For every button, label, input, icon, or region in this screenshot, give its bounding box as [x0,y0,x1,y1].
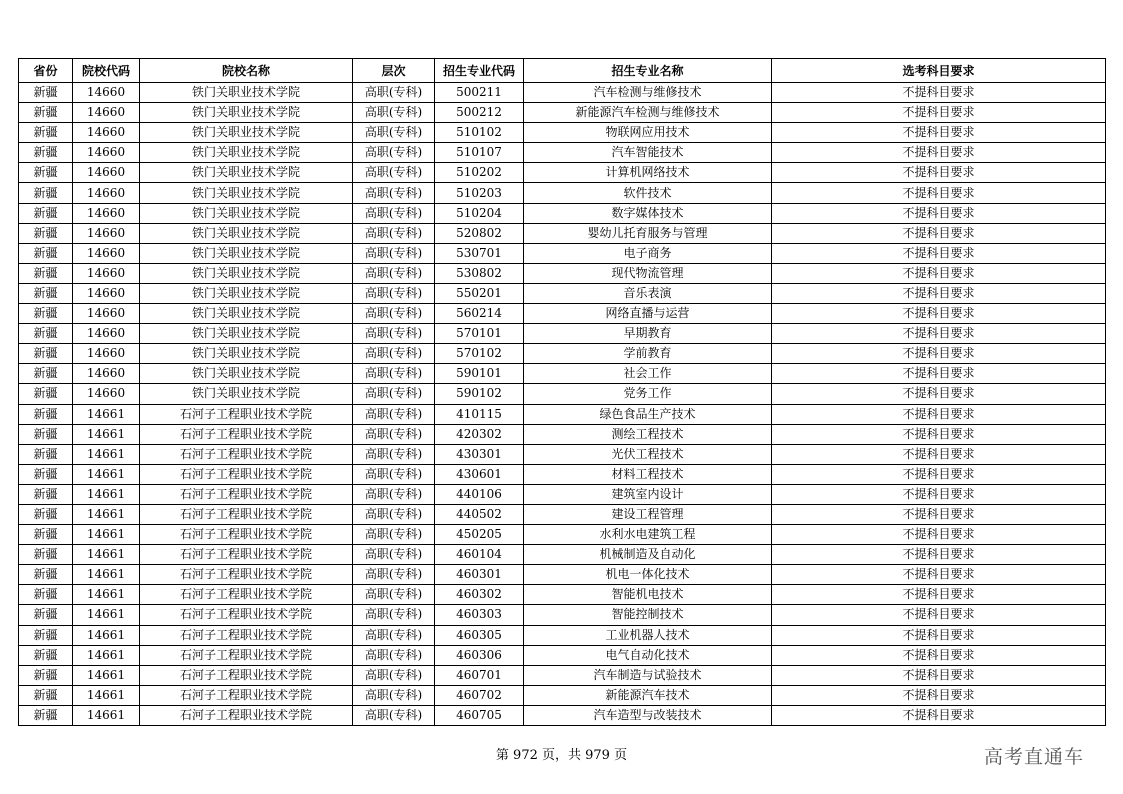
major-code-cell: 450205 [435,525,524,545]
subject-requirement-cell: 不提科目要求 [772,103,1106,123]
major-code-cell: 510202 [435,163,524,183]
table-row [19,565,1106,585]
table-row [19,223,1106,243]
school-name-cell: 铁门关职业技术学院 [140,203,353,223]
watermark-logo: 高考直通车 [984,746,1085,768]
level-cell: 高职(专科) [353,324,435,344]
level-cell: 高职(专科) [353,424,435,444]
province-cell: 新疆 [19,705,73,725]
level-cell: 高职(专科) [353,143,435,163]
school-code-cell: 14661 [73,484,140,504]
subject-requirement-cell: 不提科目要求 [772,263,1106,283]
school-name-cell: 石河子工程职业技术学院 [140,504,353,524]
school-name-cell: 石河子工程职业技术学院 [140,645,353,665]
major-name-cell: 婴幼儿托育服务与管理 [524,223,772,243]
table-header-row [19,59,1106,83]
header-major-name: 招生专业名称 [524,59,772,83]
major-name-cell: 新能源汽车检测与维修技术 [524,103,772,123]
subject-requirement-cell: 不提科目要求 [772,243,1106,263]
major-code-cell: 460302 [435,585,524,605]
school-name-cell: 石河子工程职业技术学院 [140,665,353,685]
major-name-cell: 材料工程技术 [524,464,772,484]
school-code-cell: 14661 [73,444,140,464]
major-name-cell: 软件技术 [524,183,772,203]
major-name-cell: 物联网应用技术 [524,123,772,143]
level-cell: 高职(专科) [353,243,435,263]
province-cell: 新疆 [19,263,73,283]
province-cell: 新疆 [19,565,73,585]
subject-requirement-cell: 不提科目要求 [772,705,1106,725]
province-cell: 新疆 [19,324,73,344]
school-code-cell: 14660 [73,143,140,163]
province-cell: 新疆 [19,525,73,545]
level-cell: 高职(专科) [353,123,435,143]
major-name-cell: 电气自动化技术 [524,645,772,665]
school-name-cell: 石河子工程职业技术学院 [140,705,353,725]
school-code-cell: 14661 [73,585,140,605]
school-code-cell: 14661 [73,545,140,565]
table-row [19,263,1106,283]
table-row [19,344,1106,364]
school-name-cell: 石河子工程职业技术学院 [140,565,353,585]
table-row [19,444,1106,464]
subject-requirement-cell: 不提科目要求 [772,525,1106,545]
school-name-cell: 铁门关职业技术学院 [140,163,353,183]
subject-requirement-cell: 不提科目要求 [772,504,1106,524]
major-code-cell: 550201 [435,283,524,303]
major-name-cell: 智能控制技术 [524,605,772,625]
province-cell: 新疆 [19,665,73,685]
province-cell: 新疆 [19,384,73,404]
school-name-cell: 铁门关职业技术学院 [140,143,353,163]
school-code-cell: 14661 [73,504,140,524]
major-name-cell: 社会工作 [524,364,772,384]
table-row [19,525,1106,545]
major-name-cell: 党务工作 [524,384,772,404]
subject-requirement-cell: 不提科目要求 [772,424,1106,444]
province-cell: 新疆 [19,103,73,123]
subject-requirement-cell: 不提科目要求 [772,484,1106,504]
school-code-cell: 14660 [73,163,140,183]
school-name-cell: 石河子工程职业技术学院 [140,625,353,645]
level-cell: 高职(专科) [353,525,435,545]
major-name-cell: 计算机网络技术 [524,163,772,183]
major-name-cell: 网络直播与运营 [524,304,772,324]
major-name-cell: 现代物流管理 [524,263,772,283]
major-code-cell: 590101 [435,364,524,384]
table-row [19,283,1106,303]
province-cell: 新疆 [19,83,73,103]
level-cell: 高职(专科) [353,645,435,665]
school-name-cell: 石河子工程职业技术学院 [140,484,353,504]
subject-requirement-cell: 不提科目要求 [772,223,1106,243]
level-cell: 高职(专科) [353,304,435,324]
school-name-cell: 石河子工程职业技术学院 [140,444,353,464]
school-name-cell: 铁门关职业技术学院 [140,304,353,324]
province-cell: 新疆 [19,685,73,705]
school-name-cell: 铁门关职业技术学院 [140,384,353,404]
school-code-cell: 14660 [73,243,140,263]
table-row [19,364,1106,384]
province-cell: 新疆 [19,424,73,444]
subject-requirement-cell: 不提科目要求 [772,404,1106,424]
level-cell: 高职(专科) [353,283,435,303]
province-cell: 新疆 [19,545,73,565]
major-name-cell: 光伏工程技术 [524,444,772,464]
level-cell: 高职(专科) [353,183,435,203]
province-cell: 新疆 [19,223,73,243]
subject-requirement-cell: 不提科目要求 [772,625,1106,645]
major-code-cell: 460306 [435,645,524,665]
level-cell: 高职(专科) [353,344,435,364]
major-name-cell: 新能源汽车技术 [524,685,772,705]
table-row [19,143,1106,163]
header-school-code: 院校代码 [73,59,140,83]
level-cell: 高职(专科) [353,504,435,524]
school-name-cell: 铁门关职业技术学院 [140,364,353,384]
province-cell: 新疆 [19,283,73,303]
major-code-cell: 590102 [435,384,524,404]
level-cell: 高职(专科) [353,705,435,725]
table-body [19,83,1106,726]
major-name-cell: 音乐表演 [524,283,772,303]
school-code-cell: 14660 [73,83,140,103]
level-cell: 高职(专科) [353,263,435,283]
level-cell: 高职(专科) [353,83,435,103]
school-code-cell: 14661 [73,645,140,665]
major-code-cell: 410115 [435,404,524,424]
major-code-cell: 440502 [435,504,524,524]
school-code-cell: 14661 [73,525,140,545]
province-cell: 新疆 [19,344,73,364]
major-code-cell: 570102 [435,344,524,364]
major-code-cell: 510204 [435,203,524,223]
province-cell: 新疆 [19,585,73,605]
major-code-cell: 460104 [435,545,524,565]
school-name-cell: 石河子工程职业技术学院 [140,605,353,625]
level-cell: 高职(专科) [353,565,435,585]
table-row [19,163,1106,183]
school-code-cell: 14661 [73,625,140,645]
major-name-cell: 智能机电技术 [524,585,772,605]
school-code-cell: 14660 [73,203,140,223]
major-name-cell: 汽车检测与维修技术 [524,83,772,103]
major-name-cell: 汽车造型与改装技术 [524,705,772,725]
province-cell: 新疆 [19,364,73,384]
subject-requirement-cell: 不提科目要求 [772,605,1106,625]
subject-requirement-cell: 不提科目要求 [772,283,1106,303]
major-name-cell: 电子商务 [524,243,772,263]
table-row [19,123,1106,143]
subject-requirement-cell: 不提科目要求 [772,123,1106,143]
province-cell: 新疆 [19,183,73,203]
level-cell: 高职(专科) [353,464,435,484]
level-cell: 高职(专科) [353,585,435,605]
school-name-cell: 铁门关职业技术学院 [140,223,353,243]
major-code-cell: 440106 [435,484,524,504]
table-row [19,183,1106,203]
school-name-cell: 石河子工程职业技术学院 [140,464,353,484]
major-code-cell: 460301 [435,565,524,585]
table-row [19,243,1106,263]
level-cell: 高职(专科) [353,163,435,183]
major-name-cell: 汽车制造与试验技术 [524,665,772,685]
province-cell: 新疆 [19,203,73,223]
subject-requirement-cell: 不提科目要求 [772,364,1106,384]
major-code-cell: 510203 [435,183,524,203]
school-code-cell: 14660 [73,103,140,123]
table-row [19,103,1106,123]
school-code-cell: 14661 [73,605,140,625]
subject-requirement-cell: 不提科目要求 [772,183,1106,203]
province-cell: 新疆 [19,625,73,645]
major-code-cell: 510107 [435,143,524,163]
subject-requirement-cell: 不提科目要求 [772,645,1106,665]
header-school-name: 院校名称 [140,59,353,83]
school-name-cell: 石河子工程职业技术学院 [140,424,353,444]
major-code-cell: 430601 [435,464,524,484]
major-code-cell: 460702 [435,685,524,705]
table-row [19,203,1106,223]
province-cell: 新疆 [19,645,73,665]
school-name-cell: 铁门关职业技术学院 [140,183,353,203]
subject-requirement-cell: 不提科目要求 [772,565,1106,585]
level-cell: 高职(专科) [353,384,435,404]
major-code-cell: 510102 [435,123,524,143]
province-cell: 新疆 [19,605,73,625]
school-name-cell: 铁门关职业技术学院 [140,344,353,364]
table-row [19,384,1106,404]
table-row [19,324,1106,344]
table-row [19,424,1106,444]
header-major-code: 招生专业代码 [435,59,524,83]
major-name-cell: 工业机器人技术 [524,625,772,645]
province-cell: 新疆 [19,163,73,183]
header-province: 省份 [19,59,73,83]
major-name-cell: 早期教育 [524,324,772,344]
major-code-cell: 530802 [435,263,524,283]
school-name-cell: 石河子工程职业技术学院 [140,404,353,424]
subject-requirement-cell: 不提科目要求 [772,585,1106,605]
school-code-cell: 14661 [73,685,140,705]
table-row [19,484,1106,504]
province-cell: 新疆 [19,444,73,464]
subject-requirement-cell: 不提科目要求 [772,324,1106,344]
major-code-cell: 430301 [435,444,524,464]
level-cell: 高职(专科) [353,484,435,504]
school-code-cell: 14660 [73,364,140,384]
province-cell: 新疆 [19,123,73,143]
major-name-cell: 测绘工程技术 [524,424,772,444]
subject-requirement-cell: 不提科目要求 [772,344,1106,364]
subject-requirement-cell: 不提科目要求 [772,464,1106,484]
school-name-cell: 石河子工程职业技术学院 [140,525,353,545]
major-name-cell: 机电一体化技术 [524,565,772,585]
school-code-cell: 14660 [73,123,140,143]
major-code-cell: 460701 [435,665,524,685]
school-code-cell: 14660 [73,183,140,203]
level-cell: 高职(专科) [353,103,435,123]
level-cell: 高职(专科) [353,444,435,464]
school-code-cell: 14660 [73,223,140,243]
level-cell: 高职(专科) [353,685,435,705]
table-row [19,545,1106,565]
province-cell: 新疆 [19,143,73,163]
school-code-cell: 14661 [73,705,140,725]
province-cell: 新疆 [19,484,73,504]
major-name-cell: 绿色食品生产技术 [524,404,772,424]
school-code-cell: 14661 [73,464,140,484]
table-row [19,685,1106,705]
level-cell: 高职(专科) [353,223,435,243]
subject-requirement-cell: 不提科目要求 [772,83,1106,103]
table-row [19,404,1106,424]
province-cell: 新疆 [19,304,73,324]
page-number: 第 972 页，共 979 页 [495,748,628,763]
school-name-cell: 铁门关职业技术学院 [140,123,353,143]
school-name-cell: 铁门关职业技术学院 [140,324,353,344]
table-row [19,605,1106,625]
school-name-cell: 铁门关职业技术学院 [140,83,353,103]
school-code-cell: 14661 [73,665,140,685]
school-code-cell: 14661 [73,424,140,444]
table-row [19,625,1106,645]
subject-requirement-cell: 不提科目要求 [772,203,1106,223]
level-cell: 高职(专科) [353,625,435,645]
major-name-cell: 建筑室内设计 [524,484,772,504]
major-code-cell: 560214 [435,304,524,324]
school-code-cell: 14660 [73,283,140,303]
major-name-cell: 水利水电建筑工程 [524,525,772,545]
school-name-cell: 铁门关职业技术学院 [140,243,353,263]
subject-requirement-cell: 不提科目要求 [772,304,1106,324]
subject-requirement-cell: 不提科目要求 [772,384,1106,404]
school-code-cell: 14660 [73,384,140,404]
table-row [19,83,1106,103]
header-subject-requirement: 选考科目要求 [772,59,1106,83]
subject-requirement-cell: 不提科目要求 [772,163,1106,183]
school-name-cell: 石河子工程职业技术学院 [140,585,353,605]
major-name-cell: 数字媒体技术 [524,203,772,223]
major-code-cell: 420302 [435,424,524,444]
header-level: 层次 [353,59,435,83]
table-row [19,705,1106,725]
subject-requirement-cell: 不提科目要求 [772,143,1106,163]
school-code-cell: 14660 [73,344,140,364]
table-row [19,504,1106,524]
major-code-cell: 530701 [435,243,524,263]
table-row [19,585,1106,605]
major-code-cell: 500211 [435,83,524,103]
subject-requirement-cell: 不提科目要求 [772,665,1106,685]
major-name-cell: 机械制造及自动化 [524,545,772,565]
table-row [19,665,1106,685]
table-row [19,645,1106,665]
level-cell: 高职(专科) [353,364,435,384]
major-name-cell: 建设工程管理 [524,504,772,524]
school-name-cell: 铁门关职业技术学院 [140,283,353,303]
major-code-cell: 460305 [435,625,524,645]
major-code-cell: 460303 [435,605,524,625]
school-name-cell: 石河子工程职业技术学院 [140,685,353,705]
major-code-cell: 460705 [435,705,524,725]
school-code-cell: 14660 [73,304,140,324]
level-cell: 高职(专科) [353,605,435,625]
table-row [19,304,1106,324]
province-cell: 新疆 [19,464,73,484]
school-name-cell: 石河子工程职业技术学院 [140,545,353,565]
table-row [19,464,1106,484]
level-cell: 高职(专科) [353,545,435,565]
major-name-cell: 学前教育 [524,344,772,364]
subject-requirement-cell: 不提科目要求 [772,685,1106,705]
subject-requirement-cell: 不提科目要求 [772,444,1106,464]
province-cell: 新疆 [19,243,73,263]
school-code-cell: 14661 [73,565,140,585]
major-name-cell: 汽车智能技术 [524,143,772,163]
level-cell: 高职(专科) [353,665,435,685]
level-cell: 高职(专科) [353,404,435,424]
school-name-cell: 铁门关职业技术学院 [140,103,353,123]
province-cell: 新疆 [19,504,73,524]
school-name-cell: 铁门关职业技术学院 [140,263,353,283]
major-code-cell: 520802 [435,223,524,243]
school-code-cell: 14660 [73,324,140,344]
school-code-cell: 14661 [73,404,140,424]
subject-requirement-cell: 不提科目要求 [772,545,1106,565]
school-code-cell: 14660 [73,263,140,283]
enrollment-table [18,58,1106,726]
level-cell: 高职(专科) [353,203,435,223]
major-code-cell: 570101 [435,324,524,344]
major-code-cell: 500212 [435,103,524,123]
province-cell: 新疆 [19,404,73,424]
